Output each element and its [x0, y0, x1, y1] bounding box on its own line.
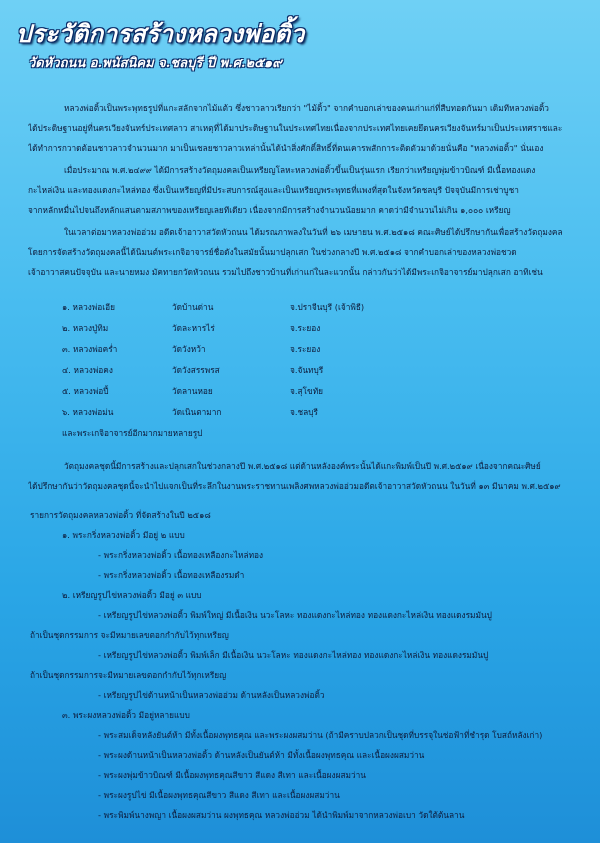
list-item: - พระพิมพ์นางพญา เนื้อผงผสมว่าน ผงพุทธคุณ หลวงพ่ออ่วม ได้นำพิมพ์มาจากหลวงพ่อเบา วัดใต้ต้นลาน — [98, 810, 465, 820]
monk-temple: วัดวังหว้า — [172, 344, 206, 354]
amulet-list — [30, 508, 588, 828]
monk-temple: วัดเนินตามาก — [172, 407, 222, 417]
monk-temple: วัดวังสรรพรส — [172, 365, 220, 375]
paragraph-line: กะไหล่เงิน และทองแดงกะไหล่ทอง ซึ่งเป็นเหรียญที่มีประสบการณ์สูงและเป็นเหรียญพระพุทธที่แพงที่สุดในจังหวัดชลบุรี ปัจจุบันมีการเช่าบูชา — [28, 185, 519, 195]
list-item: ๓. พระผงหลวงพ่อติ้ว มีอยู่หลายแบบ — [62, 710, 190, 720]
history-paragraph — [28, 160, 586, 220]
monk-name: ๖. หลวงพ่อม่น — [62, 407, 114, 417]
monk-name: ๓. หลวงพ่อคร่ำ — [62, 344, 118, 354]
monk-name: ๒. หลวงปู่ทิม — [62, 323, 109, 333]
list-item: - พระผงพุ่มข้าวบิณฑ์ มีเนื้อผงพุทธคุณสีขาว สีแดง สีเทา และเนื้อผงผสมว่าน — [98, 770, 366, 780]
list-item: - เหรียญรูปไข่หลวงพ่อติ้ว พิมพ์เล็ก มีเนื้อเงิน นวะโลหะ ทองแดงกะไหล่ทอง ทองแดงกะไหล่เงิน ทองแดงรมมันปู — [98, 650, 489, 660]
list-item: - พระผงด้านหน้าเป็นหลวงพ่อติ้ว ด้านหลังเป็นยันต์ห้า มีทั้งเนื้อผงพุทธคุณ และเนื้อผงผสมว่าน — [98, 750, 425, 760]
paragraph-line: หลวงพ่อติ้วเป็นพระพุทธรูปที่แกะสลักจากไม้แต้ว ซึ่งชาวลาวเรียกว่า "ไม้ติ้ว" จากคำบอกเล่าของคนเก่าแก่ที่สืบทอดกันมา เดิมทีหลวงพ่อติ้ว — [64, 103, 549, 113]
monk-province: จ.สุโขทัย — [290, 386, 324, 396]
paragraph-line: วัตถุมงคลชุดนี้มีการสร้างและปลุกเสกในช่วงกลางปี พ.ศ.๒๕๑๘ แต่ด้านหลังองค์พระนั้นได้แกะพิมพ์เป็นปี พ.ศ.๒๕๑๙ เนื่องจากคณะศิษย์ — [64, 461, 541, 471]
consecration-paragraph — [28, 222, 586, 282]
list-item: ถ้าเป็นชุดกรรมการจะมีหมายเลขตอกกำกับไว้ทุกเหรียญ — [30, 670, 227, 680]
monk-temple: วัดละหารไร่ — [172, 323, 215, 333]
monk-name: ๕. หลวงพ่อปี้ — [62, 386, 109, 396]
paragraph-line: ได้ทำการกวาดต้อนชาวลาวจำนวนมาก มาเป็นเชลยชาวลาวเหล่านั้นได้นำสิ่งศักดิ์สิทธิ์ที่ตนเคารพสักการะติดตัวมาด้วยนั่นคือ "หลวงพ่อติ้ว" นั่นเอง — [28, 143, 544, 153]
list-item: รายการวัตถุมงคลหลวงพ่อติ้ว ที่จัดสร้างในปี ๒๕๑๘ — [30, 510, 211, 520]
monk-temple: วัดบ้านด่าน — [172, 302, 214, 312]
paragraph-line: จากหลักหมื่นไปจนถึงหลักแสนตามสภาพของเหรียญเลยทีเดียว เนื่องจากมีการสร้างจำนวนน้อยมาก คาดว่ามีจำนวนไม่เกิน ๑,๐๐๐ เหรียญ — [28, 205, 511, 215]
list-item: - พระสมเด็จหลังยันต์ห้า มีทั้งเนื้อผงพุทธคุณ และพระผงผสมว่าน (ถ้ามีคราบปลวกเป็นชุดที่บรรจุในช่อฟ้าที่ชำรุด โบสถ์หลังเก่า) — [98, 730, 543, 740]
monk-province: จ.ระยอง — [290, 344, 321, 354]
paragraph-line: เจ้าอาวาสคนปัจจุบัน และนายหมง มัคทายกวัดหัวถนน รวมไปถึงชาวบ้านที่เก่าแก่ในละแวกนั้น กล่าวกันว่าได้มีพระเกจิอาจารย์มาปลุกเสก อาทิเช่น — [28, 267, 543, 277]
monk-province: จ.ชลบุรี — [290, 407, 318, 417]
paragraph-line: เมื่อประมาณ พ.ศ.๒๔๙๙ ได้มีการสร้างวัตถุมงคลเป็นเหรียญโลหะหลวงพ่อติ้วขึ้นเป็นรุ่นแรก เรียกว่าเหรียญพุ่มข้าวบิณฑ์ มีเนื้อทองแดง — [64, 165, 536, 175]
list-item: - พระกริ่งหลวงพ่อติ้ว เนื้อทองเหลืองกะไหล่ทอง — [98, 550, 264, 560]
monk-province: จ.จันทบุรี — [290, 365, 324, 375]
paragraph-line: ในเวลาต่อมาหลวงพ่ออ่วม อดีตเจ้าอาวาสวัดหัวถนน ได้มรณภาพลงในวันที่ ๒๖ เมษายน พ.ศ.๒๕๑๘ คณะศิษย์ได้ปรึกษากันเพื่อสร้างวัตถุมงคล — [64, 227, 563, 237]
date-paragraph — [28, 456, 586, 496]
list-item: - พระผงรูปไข่ มีเนื้อผงพุทธคุณสีขาว สีแดง สีเทา และเนื้อผงผสมว่าน — [98, 790, 340, 800]
monk-name: ๑. หลวงพ่อเอีย — [62, 302, 115, 312]
paragraph-line: ได้ประดิษฐานอยู่ที่นครเวียงจันทร์ประเทศลาว สาเหตุที่ได้มาประดิษฐานในประเทศไทยเนื่องจากประเทศไทยเคยยึดนครเวียงจันทร์มาเป็นประเทศราชและ — [28, 123, 563, 133]
monk-province: จ.ปราจีนบุรี (เจ้าพิธี) — [290, 302, 365, 312]
list-item: ๑. พระกริ่งหลวงพ่อติ้ว มีอยู่ ๒ แบบ — [62, 530, 185, 540]
list-item: ถ้าเป็นชุดกรรมการ จะมีหมายเลขตอกกำกับไว้ทุกเหรียญ — [30, 630, 229, 640]
intro-paragraph — [28, 98, 586, 158]
list-item: - เหรียญรูปไข่ด้านหน้าเป็นหลวงพ่ออ่วม ด้านหลังเป็นหลวงพ่อติ้ว — [98, 690, 325, 700]
list-item: - พระกริ่งหลวงพ่อติ้ว เนื้อทองเหลืองรมดำ — [98, 570, 245, 580]
monk-list-more: และพระเกจิอาจารย์อีกมากมายหลายรูป — [62, 428, 203, 438]
monk-province: จ.ระยอง — [290, 323, 321, 333]
page-subtitle: วัดหัวถนน อ.พนัสนิคม จ.ชลบุรี ปี พ.ศ.๒๕๑๙ — [28, 56, 282, 71]
list-item: - เหรียญรูปไข่หลวงพ่อติ้ว พิมพ์ใหญ่ มีเนื้อเงิน นวะโลหะ ทองแดงกะไหล่ทอง ทองแดงกะไหล่เงิน ทองแดงรมมันปู — [98, 610, 492, 620]
list-item: ๒. เหรียญรูปไข่หลวงพ่อติ้ว มีอยู่ ๓ แบบ — [62, 590, 202, 600]
page-title: ประวัติการสร้างหลวงพ่อติ้ว — [16, 19, 305, 48]
paragraph-line: โดยการจัดสร้างวัตถุมงคลนี้ได้นิมนต์พระเกจิอาจารย์ชื่อดังในสมัยนั้นมาปลุกเสก ในช่วงกลางปี พ.ศ.๒๕๑๘ จากคำบอกเล่าของหลวงพ่อชวด — [28, 247, 517, 257]
monk-temple: วัดลานหอย — [172, 386, 213, 396]
paragraph-line: ได้ปรึกษากันว่าวัตถุมงคลชุดนี้จะนำไปแจกเป็นที่ระลึกในงานพระราชทานเพลิงศพหลวงพ่ออ่วมอดีตเจ้าอาวาสวัดหัวถนน ในวันที่ ๑๓ มีนาคม พ.ศ.๒๕๑๙ — [28, 481, 561, 491]
monk-name: ๔. หลวงพ่อคง — [62, 365, 113, 375]
